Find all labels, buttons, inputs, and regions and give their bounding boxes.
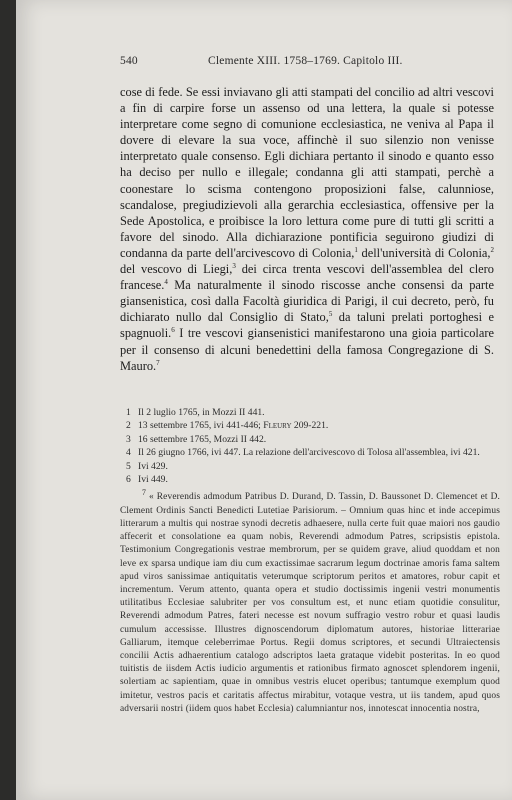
footnote-text: Ivi 449. <box>138 474 168 486</box>
footnotes <box>120 406 500 716</box>
footnote-mark: 2 <box>126 420 131 432</box>
footnote-3 <box>120 433 500 446</box>
body-text-3: del vescovo di Liegi, <box>120 262 233 277</box>
footnote-ref-7: 7 <box>156 358 160 367</box>
footnote-mark: 3 <box>126 433 131 445</box>
footnote-ref-2: 2 <box>490 245 495 254</box>
page-number: 540 <box>120 55 138 67</box>
footnote-mark: 7 <box>142 488 147 498</box>
footnote-author: Fleury <box>263 420 292 432</box>
footnote-6 <box>120 473 500 486</box>
latin-quotation: « Reverendis admodum Patribus D. Durand, D. Tassin, D. Baussonet D. Clemencet et D. Clement Ordinis Sancti Benedicti Lutetiae Parisiorum. – Omnium quas hinc et inde accepimus litterarum a multis qui nostrae synodi decretis adhaesere, nulla certe fuit quae maiori nos gaudio affecerit et consolatione ea quam nobis, Reverendi admodum Patres, scripsistis epistola. Testimonium Congregationis vestrae membrorum, per se quidem grave, aliud quoddam et non leve ex sparsa undique iam diu cum exactissimae sacrarum legum doctrinae amoris fama saltem apud viros sanissimae antiquitatis veterumque scriptorum peritos et amatores, robur capit et incrementum. Verum attento, quanta opera et studio doctissimis ingenii vestri monumentis utilitatibus Ecclesiae salubriter per vos consultum est, et nunc etiam quotidie consulitur, Reverendi admodum Patres, fateri necesse est novum suffragio vestro robur et quasi laudis cumulum accessisse. Illustres dignoscendorum diplomatum autores, historiae litterariae Galliarum, itemque celeberrimae Portus. Regii domus scriptores, et secundi Ultraiectensis concilii Actis adhaerentium catalogo adscriptos laeta grataque videbit posteritas. In eo quod tuitistis de iisdem Actis iudicio argumentis et rationibus firmato agnoscet splendorem ingenii, solertiam ac sapientiam, quae in omnibus vestris elucet operibus; tantumque exemplum quod imitetur, vestros pacis et caritatis affectus mirabitur, votaque vestra, ut iis tandem, apud quos adversarii nostri (iidem quos habet Ecclesia) calumniantur nos, innotescat innocentia nostra, <box>120 492 501 714</box>
footnote-text: 209-221. <box>291 420 329 432</box>
body-text-5: Ma naturalmente il sinodo riscosse anche consensi da parte giansenistica, così dalla Facoltà giuridica di Parigi, il cui decreto, però, fu dichiarato nullo dal Consiglio di Stato, <box>120 278 494 325</box>
footnote-ref-5: 5 <box>328 310 333 319</box>
footnote-mark: 1 <box>126 407 131 418</box>
body-text-6: da taluni prelati portoghesi e spagnuoli. <box>120 310 494 341</box>
footnote-ref-3: 3 <box>232 261 236 270</box>
body-text-1: cose di fede. Se essi inviavano gli atti stampati del concilio ad altri vescovi a fin di carpire forse un assenso od una lettera, la quale si potesse interpretare come segno di comunione ecclesiastica, ne veniva al Papa il dovere di elevare la sua voce, affinchè il suo silenzio non venisse interpretato quale consenso. Egli dichiara pertanto il sinodo e quanto esso ha deciso per nullo e illegale; condanna gli atti stampati, perchè a coonestare lo scisma contengono proposizioni false, calunniose, scandalose, pregiudizievoli alla gerarchia ecclesiastica, offensive per la Sede Apostolica, e proibisce la loro lettura come pure di tutti gli scritti a favore del sinodo. Alla dichiarazione pontificia seguirono giudizi di condanna da parte dell'arcivescovo di Colonia, <box>120 85 494 260</box>
footnote-mark: 5 <box>126 460 131 472</box>
main-paragraph <box>120 84 494 374</box>
footnote-text: Ivi 429. <box>138 460 168 472</box>
running-title: Clemente XIII. 1758–1769. Capitolo III. <box>208 55 403 67</box>
footnote-4 <box>120 446 500 459</box>
footnote-ref-4: 4 <box>164 278 168 286</box>
footnote-text: Il 26 giugno 1766, ivi 447. La relazione dell'arcivescovo di Tolosa all'assemblea, ivi 421. <box>138 447 480 459</box>
footnote-mark: 4 <box>126 447 131 459</box>
footnote-ref-1: 1 <box>354 245 358 254</box>
footnote-1 <box>120 406 500 419</box>
book-page <box>16 0 512 800</box>
body-text-2: dell'università di Colonia, <box>357 245 491 260</box>
footnote-text: Il 2 luglio 1765, in Mozzi II 441. <box>138 407 265 418</box>
footnote-text: 16 settembre 1765, Mozzi II 442. <box>138 433 267 445</box>
footnote-5 <box>120 460 500 473</box>
body-text-7: I tre vescovi giansenistici manifestarono una gioia particolare per il consenso di alcuni benedettini della famosa Congregazione di S. Mauro. <box>120 326 494 373</box>
footnote-mark: 6 <box>126 474 131 486</box>
footnote-text: 13 settembre 1765, ivi 441-446; <box>138 420 264 432</box>
footnote-7 <box>120 486 500 716</box>
body-text-4: dei circa trenta vescovi dell'assemblea del clero francese. <box>120 262 495 293</box>
footnote-ref-6: 6 <box>171 326 175 335</box>
footnote-2 <box>120 419 500 432</box>
